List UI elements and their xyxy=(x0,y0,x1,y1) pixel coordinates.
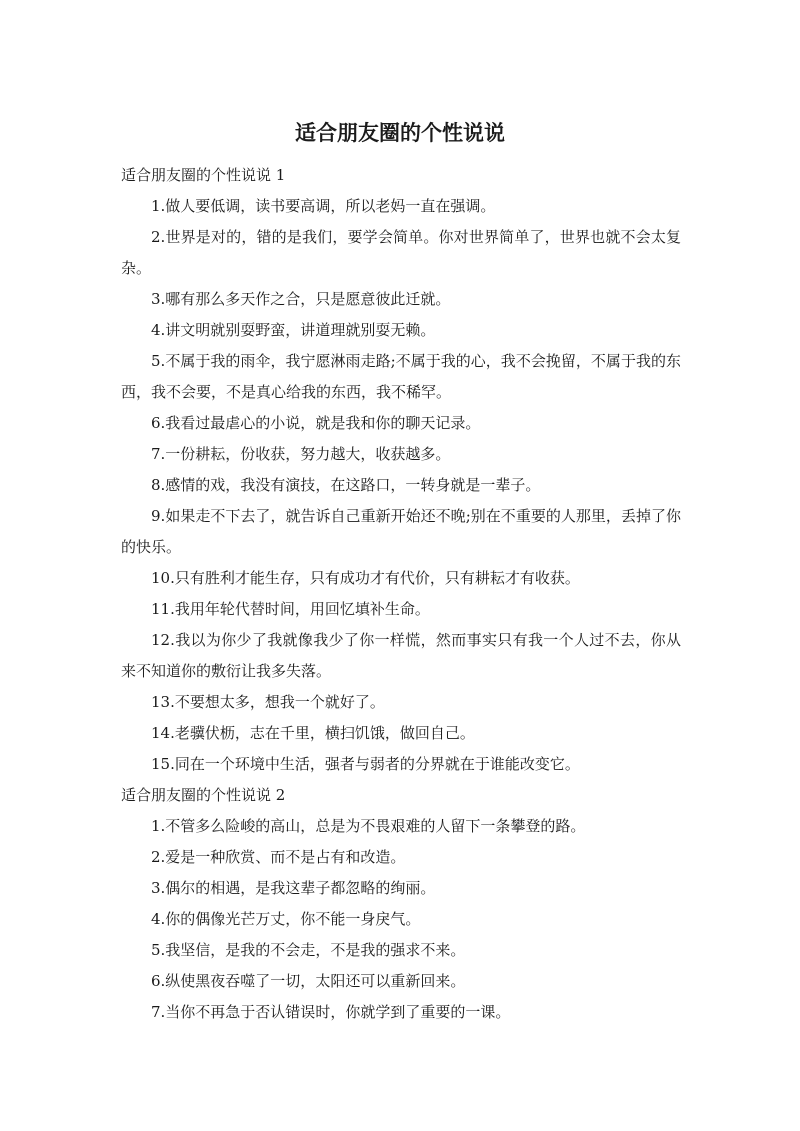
list-item: 4.讲文明就别耍野蛮，讲道理就别耍无赖。 xyxy=(151,321,436,339)
list-item: 2.爱是一种欣赏、而不是占有和改造。 xyxy=(151,848,406,866)
list-item: 7.当你不再急于否认错误时，你就学到了重要的一课。 xyxy=(151,1003,511,1021)
section-1 xyxy=(121,160,681,780)
list-item: 7.一份耕耘，份收获，努力越大，收获越多。 xyxy=(151,445,451,463)
section-heading: 适合朋友圈的个性说说 2 xyxy=(121,786,286,804)
list-item: 11.我用年轮代替时间，用回忆填补生命。 xyxy=(151,600,430,618)
list-item: 13.不要想太多，想我一个就好了。 xyxy=(151,693,385,711)
list-item: 8.感情的戏，我没有演技，在这路口，一转身就是一辈子。 xyxy=(151,476,541,494)
list-item: 3.哪有那么多天作之合，只是愿意彼此迁就。 xyxy=(151,290,451,308)
document-body xyxy=(121,160,681,1028)
list-item: 9.如果走不下去了，就告诉自己重新开始还不晚;别在不重要的人那里，丢掉了你的快乐。 xyxy=(121,507,681,556)
list-item: 12.我以为你少了我就像我少了你一样慌，然而事实只有我一个人过不去，你从来不知道你的敷衍让我多失落。 xyxy=(121,631,681,680)
document-title: 适合朋友圈的个性说说 xyxy=(295,121,505,145)
section-2 xyxy=(121,780,681,1028)
list-item: 6.我看过最虐心的小说，就是我和你的聊天记录。 xyxy=(151,414,481,432)
list-item: 14.老骥伏枥，志在千里，横扫饥饿，做回自己。 xyxy=(151,724,475,742)
list-item: 1.不管多么险峻的高山，总是为不畏艰难的人留下一条攀登的路。 xyxy=(151,817,586,835)
list-item: 4.你的偶像光芒万丈，你不能一身戾气。 xyxy=(151,910,421,928)
section-heading: 适合朋友圈的个性说说 1 xyxy=(121,166,286,184)
list-item: 3.偶尔的相遇，是我这辈子都忽略的绚丽。 xyxy=(151,879,436,897)
list-item: 5.不属于我的雨伞，我宁愿淋雨走路;不属于我的心，我不会挽留，不属于我的东西，我不会要，不是真心给我的东西，我不稀罕。 xyxy=(121,352,681,401)
list-item: 1.做人要低调，读书要高调，所以老妈一直在强调。 xyxy=(151,197,496,215)
list-item: 2.世界是对的，错的是我们，要学会简单。你对世界简单了，世界也就不会太复杂。 xyxy=(121,228,681,277)
list-item: 5.我坚信，是我的不会走，不是我的强求不来。 xyxy=(151,941,466,959)
list-item: 10.只有胜利才能生存，只有成功才有代价，只有耕耘才有收获。 xyxy=(151,569,580,587)
list-item: 15.同在一个环境中生活，强者与弱者的分界就在于谁能改变它。 xyxy=(151,755,580,773)
list-item: 6.纵使黑夜吞噬了一切，太阳还可以重新回来。 xyxy=(151,972,466,990)
